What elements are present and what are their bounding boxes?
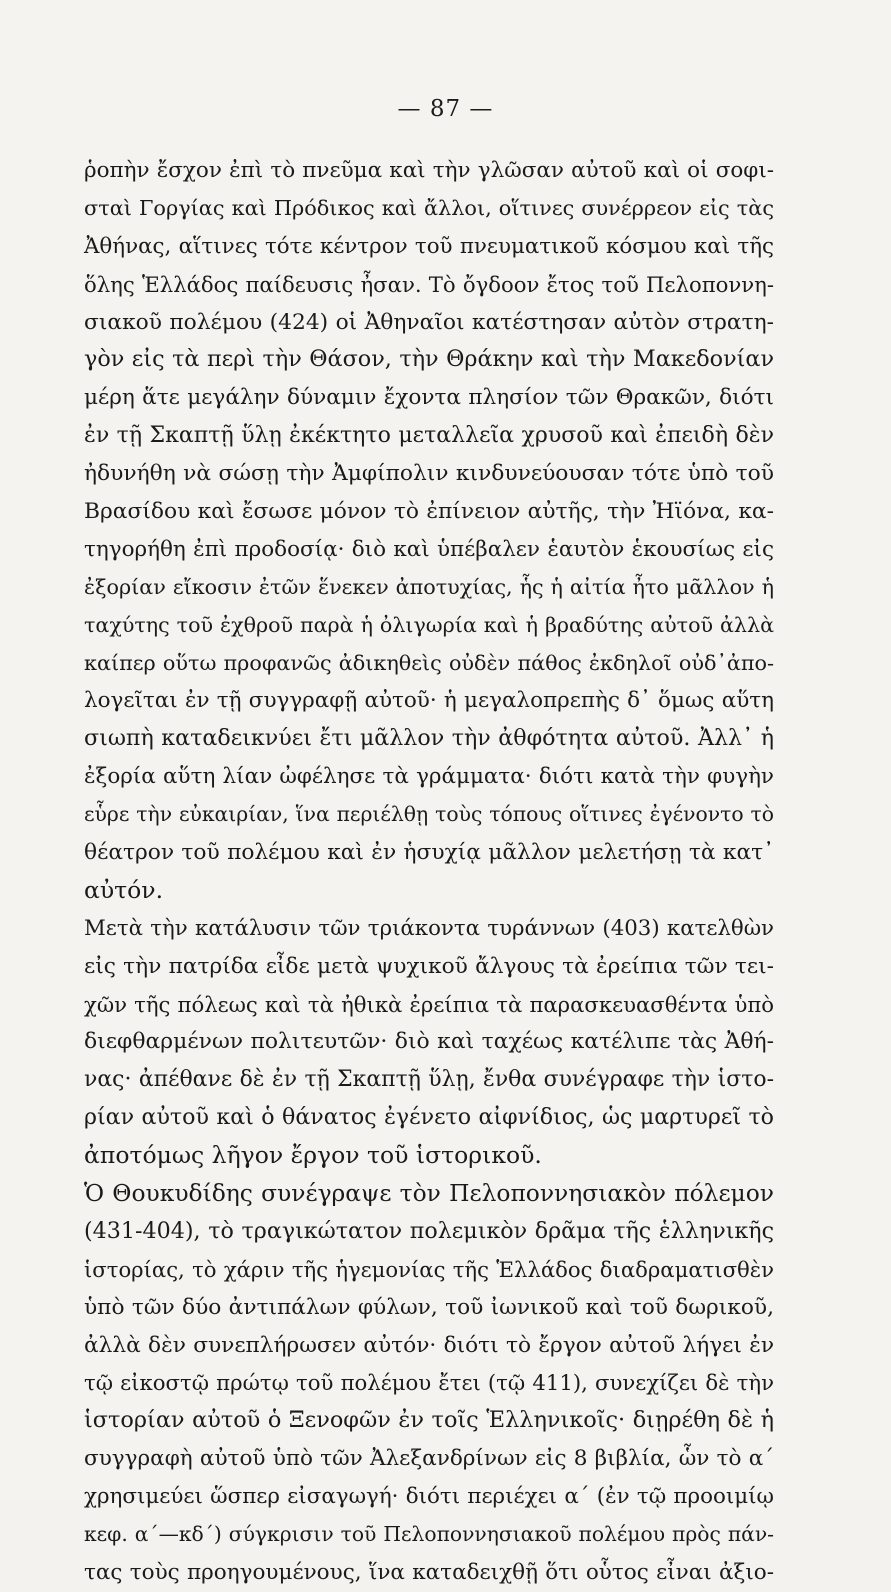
text-line: κεφ. α´—κδ´) σύγκρισιν τοῦ Πελοποννησιακοῦ πολέμου πρὸς πάν-: [84, 1522, 774, 1547]
text-line: εὗρε τὴν εὐκαιρίαν, ἵνα περιέλθῃ τοὺς τόπους οἵτινες ἐγένοντο τὸ: [84, 802, 774, 827]
text-line: ῥοπὴν ἔσχον ἐπὶ τὸ πνεῦμα καὶ τὴν γλῶσαν αὐτοῦ καὶ οἱ σοφι-: [84, 158, 774, 183]
text-line: ἐν τῇ Σκαπτῇ ὕλῃ ἐκέκτητο μεταλλεῖα χρυσοῦ καὶ ἐπειδὴ δὲν: [84, 423, 774, 449]
text-line: (431-404), τὸ τραγικώτατον πολεμικὸν δρᾶμα τῆς ἑλληνικῆς: [84, 1217, 774, 1244]
text-line: συγγραφὴ αὐτοῦ ὑπὸ τῶν Ἀλεξανδρίνων εἰς 8 βιβλία, ὧν τὸ α´: [84, 1446, 774, 1472]
text-line: τας τοὺς προηγουμένους, ἵνα καταδειχθῇ ὅτι οὗτος εἶναι ἀξιο-: [84, 1559, 774, 1585]
text-line: ταχύτης τοῦ ἐχθροῦ παρὰ ἡ ὀλιγωρία καὶ ἡ βραδύτης αὐτοῦ ἀλλὰ: [84, 612, 774, 637]
text-line: καίπερ οὕτω προφανῶς ἀδικηθεὶς οὐδὲν πάθος ἐκδηλοῖ οὐδ᾽ἀπο-: [84, 650, 774, 675]
text-line: Βρασίδου καὶ ἔσωσε μόνον τὸ ἐπίνειον αὐτῆς, τὴν Ἠϊόνα, κα-: [84, 499, 774, 525]
text-line: τηγορήθη ἐπὶ προδοσίᾳ· διὸ καὶ ὑπέβαλεν ἑαυτὸν ἑκουσίως εἰς: [84, 536, 774, 562]
text-line: γὸν εἰς τὰ περὶ τὴν Θάσον, τὴν Θράκην καὶ τὴν Μακεδονίαν: [84, 346, 774, 373]
text-line: Ἀθήνας, αἵτινες τότε κέντρον τοῦ πνευματικοῦ κόσμου καὶ τῆς: [84, 233, 774, 259]
text-line: λογεῖται ἐν τῇ συγγραφῇ αὐτοῦ· ἡ μεγαλοπρεπὴς δ᾽ ὅμως αὕτη: [84, 688, 774, 714]
text-line: ἀποτόμως λῆγον ἔργον τοῦ ἱστορικοῦ.: [84, 1141, 542, 1170]
text-line: εἰς τὴν πατρίδα εἶδε μετὰ ψυχικοῦ ἄλγους τὰ ἐρείπια τῶν τει-: [84, 953, 774, 979]
text-line: ἐξορία αὕτη λίαν ὠφέλησε τὰ γράμματα· διότι κατὰ τὴν φυγὴν: [84, 764, 774, 790]
text-line: ἠδυνήθη νὰ σώσῃ τὴν Ἀμφίπολιν κινδυνεύουσαν τότε ὑπὸ τοῦ: [84, 461, 774, 487]
page-number: — 87 —: [397, 96, 494, 122]
text-line: ἱστορίας, τὸ χάριν τῆς ἡγεμονίας τῆς Ἑλλάδος διαδραματισθὲν: [84, 1256, 774, 1282]
text-line: αὐτόν.: [84, 875, 164, 904]
text-line: ὅλης Ἑλλάδος παίδευσις ἦσαν. Τὸ ὄγδοον ἔτος τοῦ Πελοποννη-: [84, 271, 774, 297]
text-line: σιωπὴ καταδεικνύει ἔτι μᾶλλον τὴν ἀθφότητα αὐτοῦ. Ἀλλ᾽ ἡ: [84, 725, 774, 752]
text-line: ἀλλὰ δὲν συνεπλήρωσεν αὐτόν· διότι τὸ ἔργον αὐτοῦ λήγει ἐν: [84, 1332, 774, 1358]
text-line: Ὁ Θουκυδίδης συνέγραψε τὸν Πελοποννησιακὸν πόλεμον: [84, 1179, 774, 1208]
text-line: σταὶ Γοργίας καὶ Πρόδικος καὶ ἄλλοι, οἵτινες συνέρρεον εἰς τὰς: [84, 195, 774, 220]
text-line: τῷ εἰκοστῷ πρώτῳ τοῦ πολέμου ἔτει (τῷ 411), συνεχίζει δὲ τὴν: [84, 1370, 774, 1396]
text-line: θέατρον τοῦ πολέμου καὶ ἐν ἡσυχίᾳ μᾶλλον μελετήσῃ τὰ κατ᾽: [84, 840, 774, 866]
text-line: διεφθαρμένων πολιτευτῶν· διὸ καὶ ταχέως κατέλιπε τὰς Ἀθή-: [84, 1029, 774, 1055]
body-text: [84, 152, 774, 1592]
text-line: ρίαν αὐτοῦ καὶ ὁ θάνατος ἐγένετο αἰφνίδιος, ὡς μαρτυρεῖ τὸ: [84, 1104, 774, 1131]
text-line: ἱστορίαν αὐτοῦ ὁ Ξενοφῶν ἐν τοῖς Ἑλληνικοῖς· διῃρέθη δὲ ἡ: [84, 1407, 774, 1434]
text-line: ἐξορίαν εἴκοσιν ἐτῶν ἕνεκεν ἀποτυχίας, ἧς ἡ αἰτία ἦτο μᾶλλον ἡ: [84, 574, 774, 599]
text-line: χρησιμεύει ὥσπερ εἰσαγωγή· διότι περιέχει α´ (ἐν τῷ προοιμίῳ: [84, 1484, 774, 1510]
text-line: σιακοῦ πολέμου (424) οἱ Ἀθηναῖοι κατέστησαν αὐτὸν στρατη-: [84, 309, 774, 335]
text-line: νας· ἀπέθανε δὲ ἐν τῇ Σκαπτῇ ὕλῃ, ἔνθα συνέγραφε τὴν ἱστο-: [84, 1067, 774, 1093]
text-line: ὑπὸ τῶν δύο ἀντιπάλων φύλων, τοῦ ἰωνικοῦ καὶ τοῦ δωρικοῦ,: [84, 1294, 774, 1320]
text-line: χῶν τῆς πόλεως καὶ τὰ ἠθικὰ ἐρείπια τὰ παρασκευασθέντα ὑπὸ: [84, 991, 774, 1017]
text-line: Μετὰ τὴν κατάλυσιν τῶν τριάκοντα τυράννων (403) κατελθὼν: [84, 915, 774, 941]
text-line: μέρη ἅτε μεγάλην δύναμιν ἔχοντα πλησίον τῶν Θρακῶν, διότι: [84, 385, 774, 411]
